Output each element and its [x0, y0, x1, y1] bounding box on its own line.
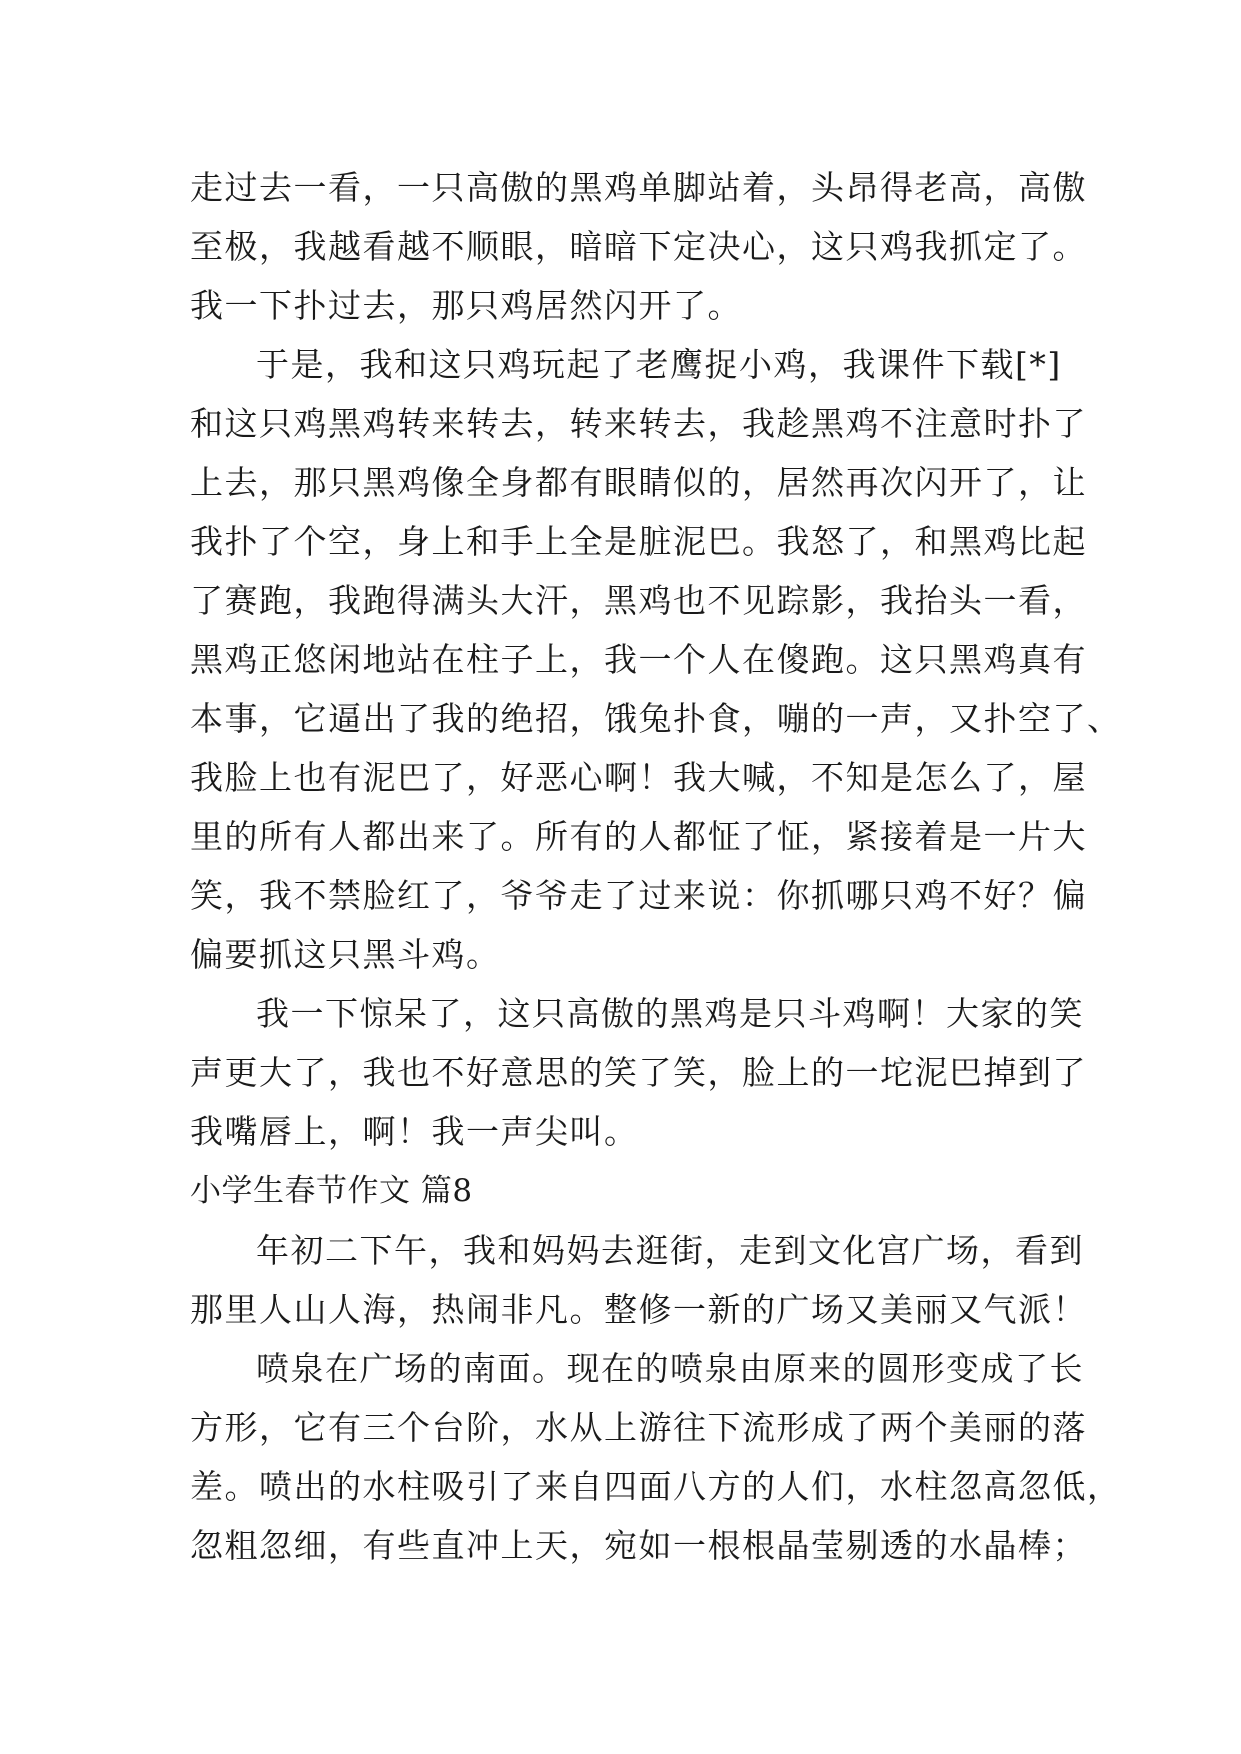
text-line: 方形，它有三个台阶，水从上游往下流形成了两个美丽的落	[190, 1408, 1087, 1447]
text-line: 我一下扑过去，那只鸡居然闪开了。	[190, 286, 742, 325]
article-body	[190, 158, 1122, 1575]
paragraph-3	[190, 984, 1087, 1161]
text-line: 我一下惊呆了，这只高傲的黑鸡是只斗鸡啊！大家的笑	[256, 994, 1084, 1033]
paragraph-1	[190, 158, 1087, 335]
text-line: 差。喷出的水柱吸引了来自四面八方的人们，水柱忽高忽低，	[190, 1467, 1122, 1506]
text-line: 本事，它逼出了我的绝招，饿兔扑食，嘣的一声，又扑空了、	[190, 699, 1122, 738]
text-line: 上去，那只黑鸡像全身都有眼睛似的，居然再次闪开了，让	[190, 463, 1087, 502]
text-line: 了赛跑，我跑得满头大汗，黑鸡也不见踪影，我抬头一看，	[190, 581, 1087, 620]
text-line: 年初二下午，我和妈妈去逛街，走到文化宫广场，看到	[256, 1231, 1084, 1270]
text-line: 我扑了个空，身上和手上全是脏泥巴。我怒了，和黑鸡比起	[190, 522, 1087, 561]
text-line: 里的所有人都出来了。所有的人都怔了怔，紧接着是一片大	[190, 817, 1087, 856]
text-line: 于是，我和这只鸡玩起了老鹰捉小鸡，我课件下载[*]	[256, 345, 1062, 384]
text-line: 笑，我不禁脸红了，爷爷走了过来说：你抓哪只鸡不好？偏	[190, 876, 1087, 915]
text-line: 偏要抓这只黑斗鸡。	[190, 935, 501, 974]
paragraph-2	[190, 335, 1122, 984]
text-line: 黑鸡正悠闲地站在柱子上，我一个人在傻跑。这只黑鸡真有	[190, 640, 1087, 679]
paragraph-4	[190, 1221, 1087, 1339]
text-line: 声更大了，我也不好意思的笑了笑，脸上的一坨泥巴掉到了	[190, 1053, 1087, 1092]
text-line: 和这只鸡黑鸡转来转去，转来转去，我趁黑鸡不注意时扑了	[190, 404, 1087, 443]
text-line: 忽粗忽细，有些直冲上天，宛如一根根晶莹剔透的水晶棒；	[190, 1526, 1087, 1565]
text-line: 走过去一看，一只高傲的黑鸡单脚站着，头昂得老高，高傲	[190, 168, 1087, 207]
text-line: 那里人山人海，热闹非凡。整修一新的广场又美丽又气派！	[190, 1290, 1087, 1329]
text-line: 我脸上也有泥巴了，好恶心啊！我大喊，不知是怎么了，屋	[190, 758, 1087, 797]
section-heading: 小学生春节作文 篇8	[190, 1173, 473, 1209]
text-line: 我嘴唇上，啊！我一声尖叫。	[190, 1112, 639, 1151]
text-line: 喷泉在广场的南面。现在的喷泉由原来的圆形变成了长	[256, 1349, 1084, 1388]
paragraph-5	[190, 1339, 1122, 1575]
text-line: 至极，我越看越不顺眼，暗暗下定决心，这只鸡我抓定了。	[190, 227, 1087, 266]
